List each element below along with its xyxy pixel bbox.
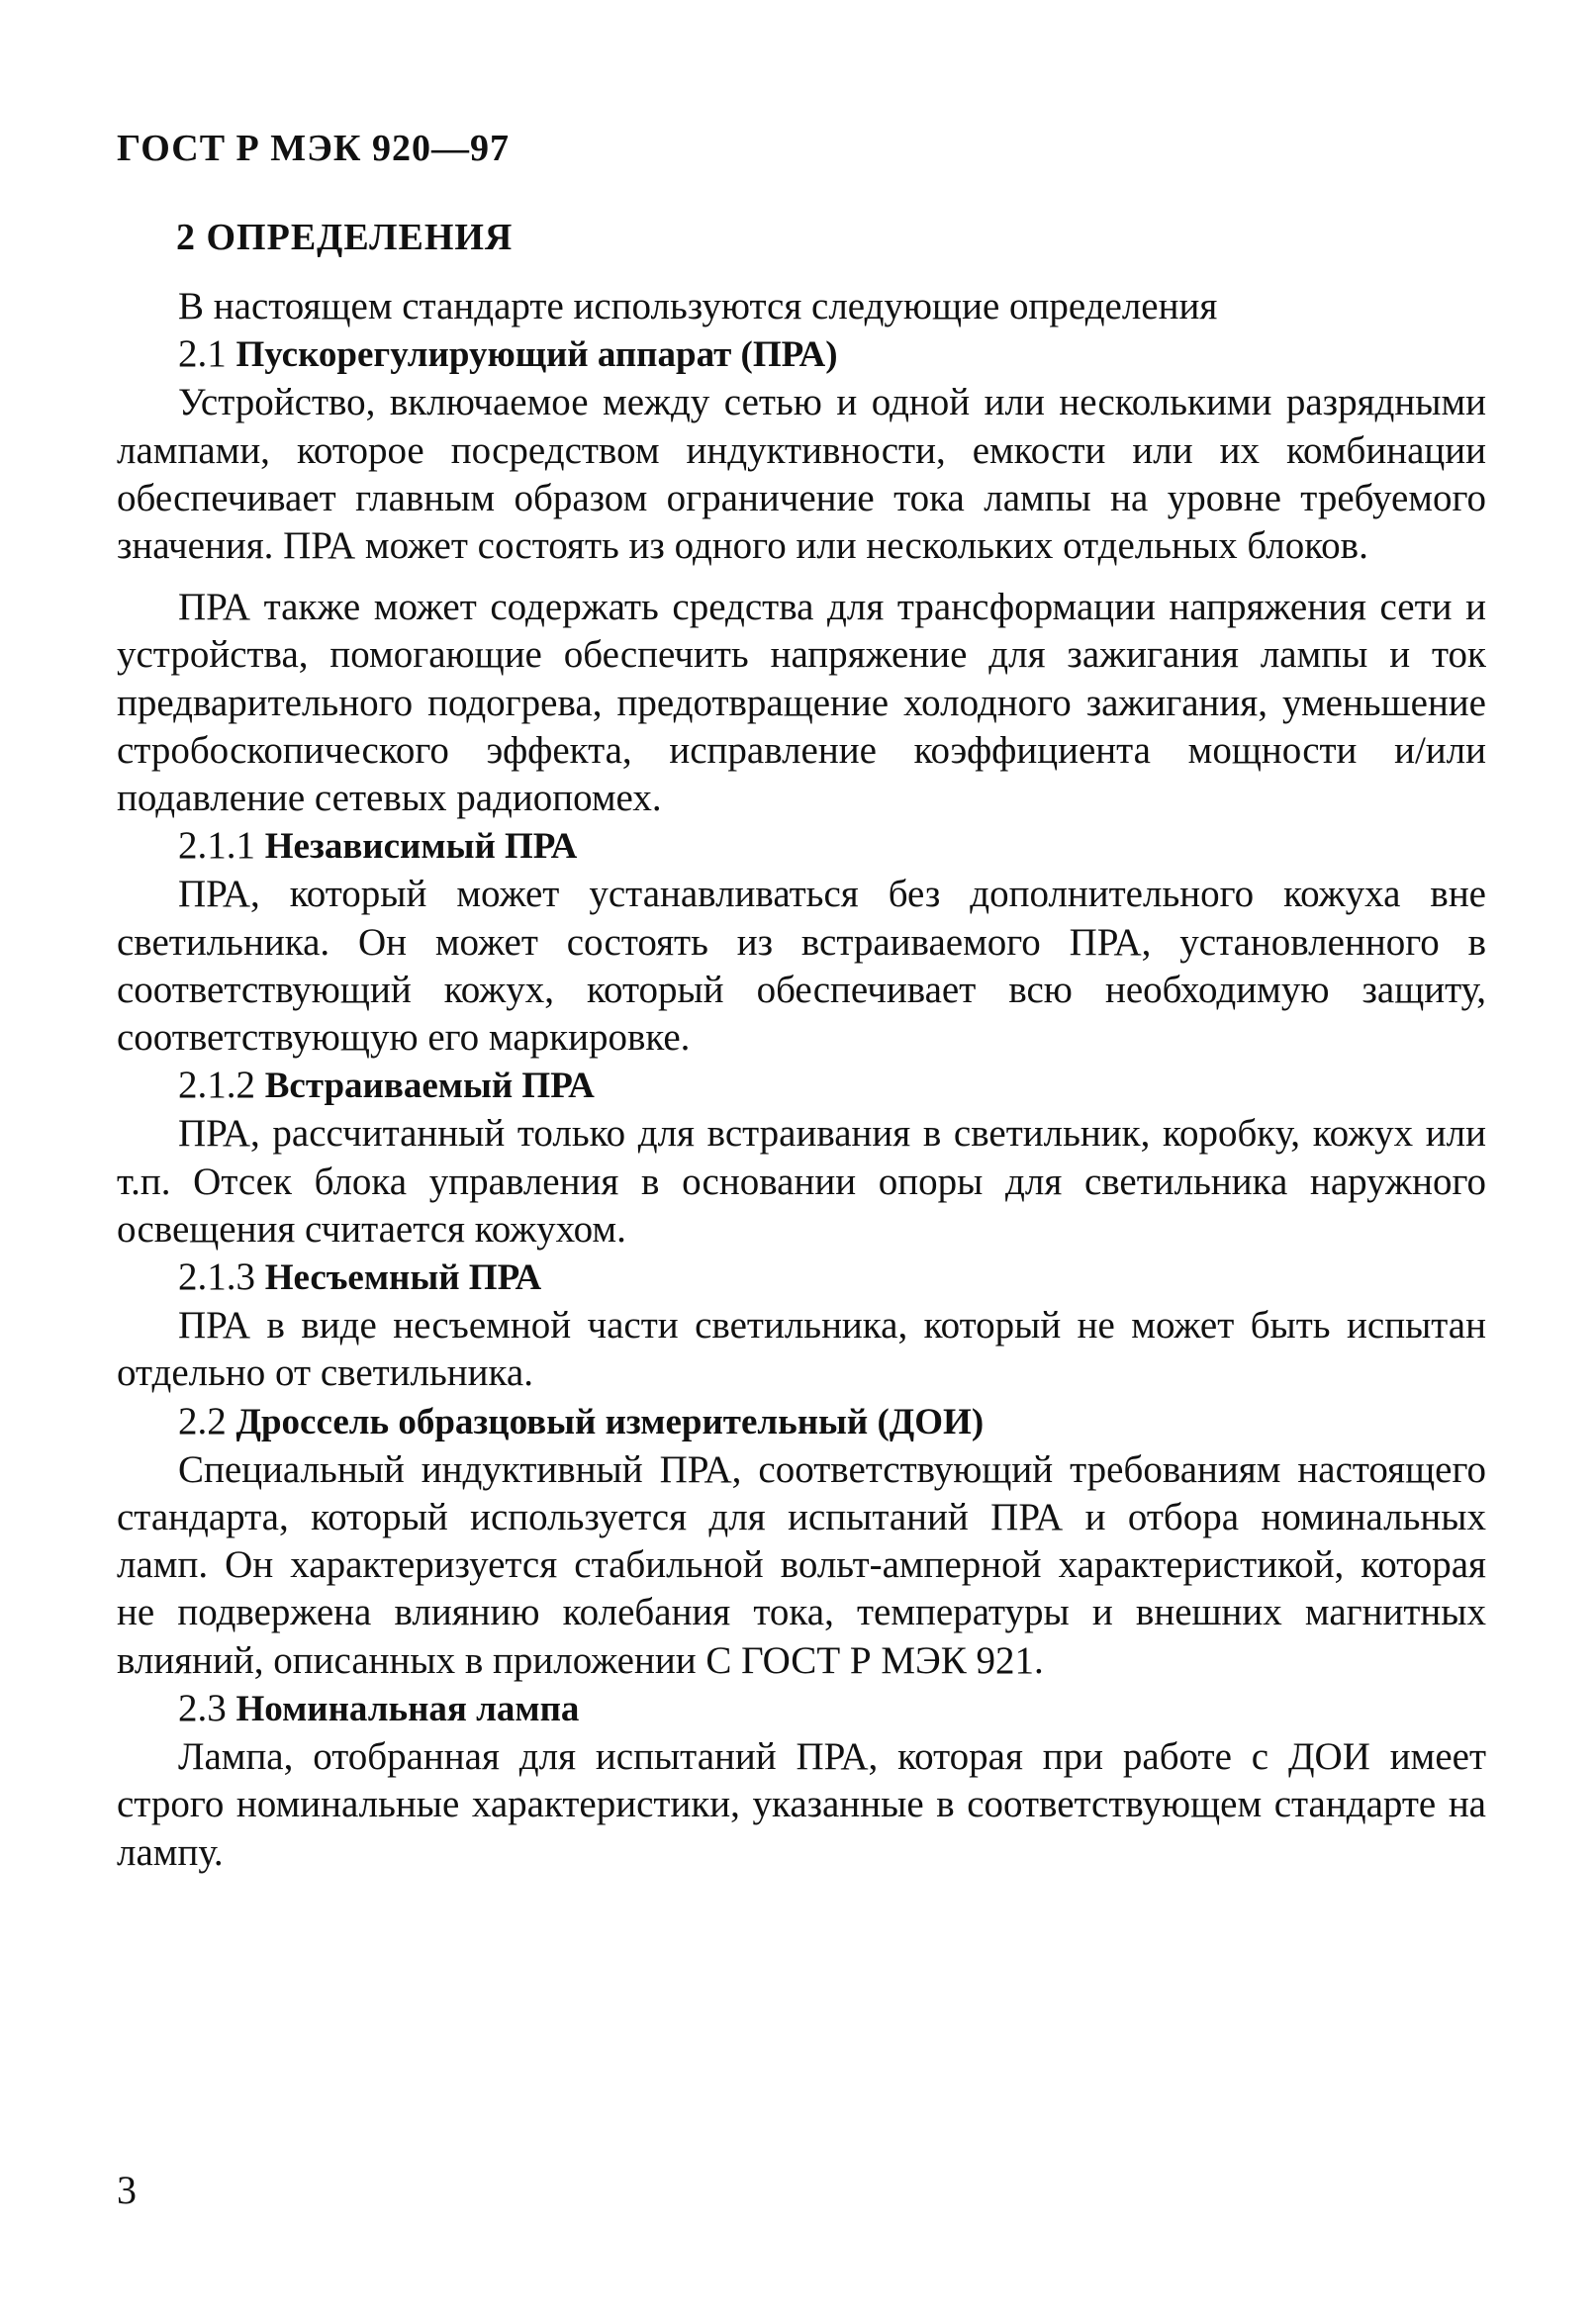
definitions-body	[117, 283, 1486, 1877]
term-number: 2.2	[178, 1399, 227, 1442]
term-definition-2-1-2: ПРА, рассчитанный только для встраивания в светильник, коробку, кожух или т.п. Отсек блока управления в основании опоры для светильника наружного освещения считается кожухом.	[117, 1112, 1486, 1251]
term-name: Несъемный ПРА	[264, 1257, 542, 1299]
term-heading-2-1-1	[117, 822, 1486, 871]
term-definition-2-1-para-1: Устройство, включаемое между сетью и одной или несколькими разрядными лампами, которое посредством индуктивности, емкости или их комбинации обеспечивает главным образом ограничение тока лампы на уровне требуемого значения. ПРА может состоять из одного или нескольких отдельных блоков.	[117, 381, 1486, 568]
term-definition-2-1-para-2: ПРА также может содержать средства для трансформации напряжения сети и устройства, помогающие обеспечить напряжение для зажигания лампы и ток предварительного подогрева, предотвращение холодного зажигания, уменьшение стробоскопического эффекта, исправление коэффициента мощности и/или подавление сетевых радиопомех.	[117, 586, 1486, 820]
term-name: Встраиваемый ПРА	[264, 1066, 595, 1107]
term-name: Пускорегулирующий аппарат (ПРА)	[235, 334, 838, 376]
term-number: 2.1.2	[178, 1064, 255, 1107]
term-name: Дроссель образцовый измерительный (ДОИ)	[235, 1401, 985, 1442]
term-heading-2-1-2	[117, 1062, 1486, 1110]
term-name: Номинальная лампа	[235, 1688, 580, 1729]
document-page	[117, 0, 1486, 2323]
term-heading-2-1	[117, 330, 1486, 379]
page-number: 3	[117, 2168, 137, 2212]
term-number: 2.1.3	[178, 1255, 255, 1299]
term-name: Независимый ПРА	[264, 826, 578, 868]
standard-code-header: ГОСТ Р МЭК 920—97	[117, 128, 510, 169]
term-definition-2-1-1: ПРА, который может устанавливаться без дополнительного кожуха вне светильника. Он может состоять из встраиваемого ПРА, установленного в соответствующий кожух, который обеспечивает всю необходимую защиту, соответствующую его маркировке.	[117, 873, 1486, 1060]
term-number: 2.1	[178, 332, 227, 376]
term-definition-2-2: Специальный индуктивный ПРА, соответствующий требованиям настоящего стандарта, который используется для испытаний ПРА и отбора номинальных ламп. Он характеризуется стабильной вольт-амперной характеристикой, которая не подвержена влиянию колебания тока, температуры и внешних магнитных влияний, описанных в приложении С ГОСТ Р МЭК 921.	[117, 1447, 1486, 1682]
section-title: 2 ОПРЕДЕЛЕНИЯ	[176, 217, 514, 258]
term-number: 2.1.1	[178, 824, 255, 868]
term-definition-2-3: Лампа, отобранная для испытаний ПРА, которая при работе с ДОИ имеет строго номинальные характеристики, указанные в соответствующем стандарте на лампу.	[117, 1735, 1486, 1874]
term-heading-2-2	[117, 1398, 1486, 1446]
term-definition-2-1-3: ПРА в виде несъемной части светильника, который не может быть испытан отдельно от светильника.	[117, 1304, 1486, 1395]
term-number: 2.3	[178, 1686, 227, 1729]
term-heading-2-3	[117, 1685, 1486, 1733]
term-heading-2-1-3	[117, 1254, 1486, 1302]
section-intro: В настоящем стандарте используются следующие определения	[178, 285, 1218, 327]
